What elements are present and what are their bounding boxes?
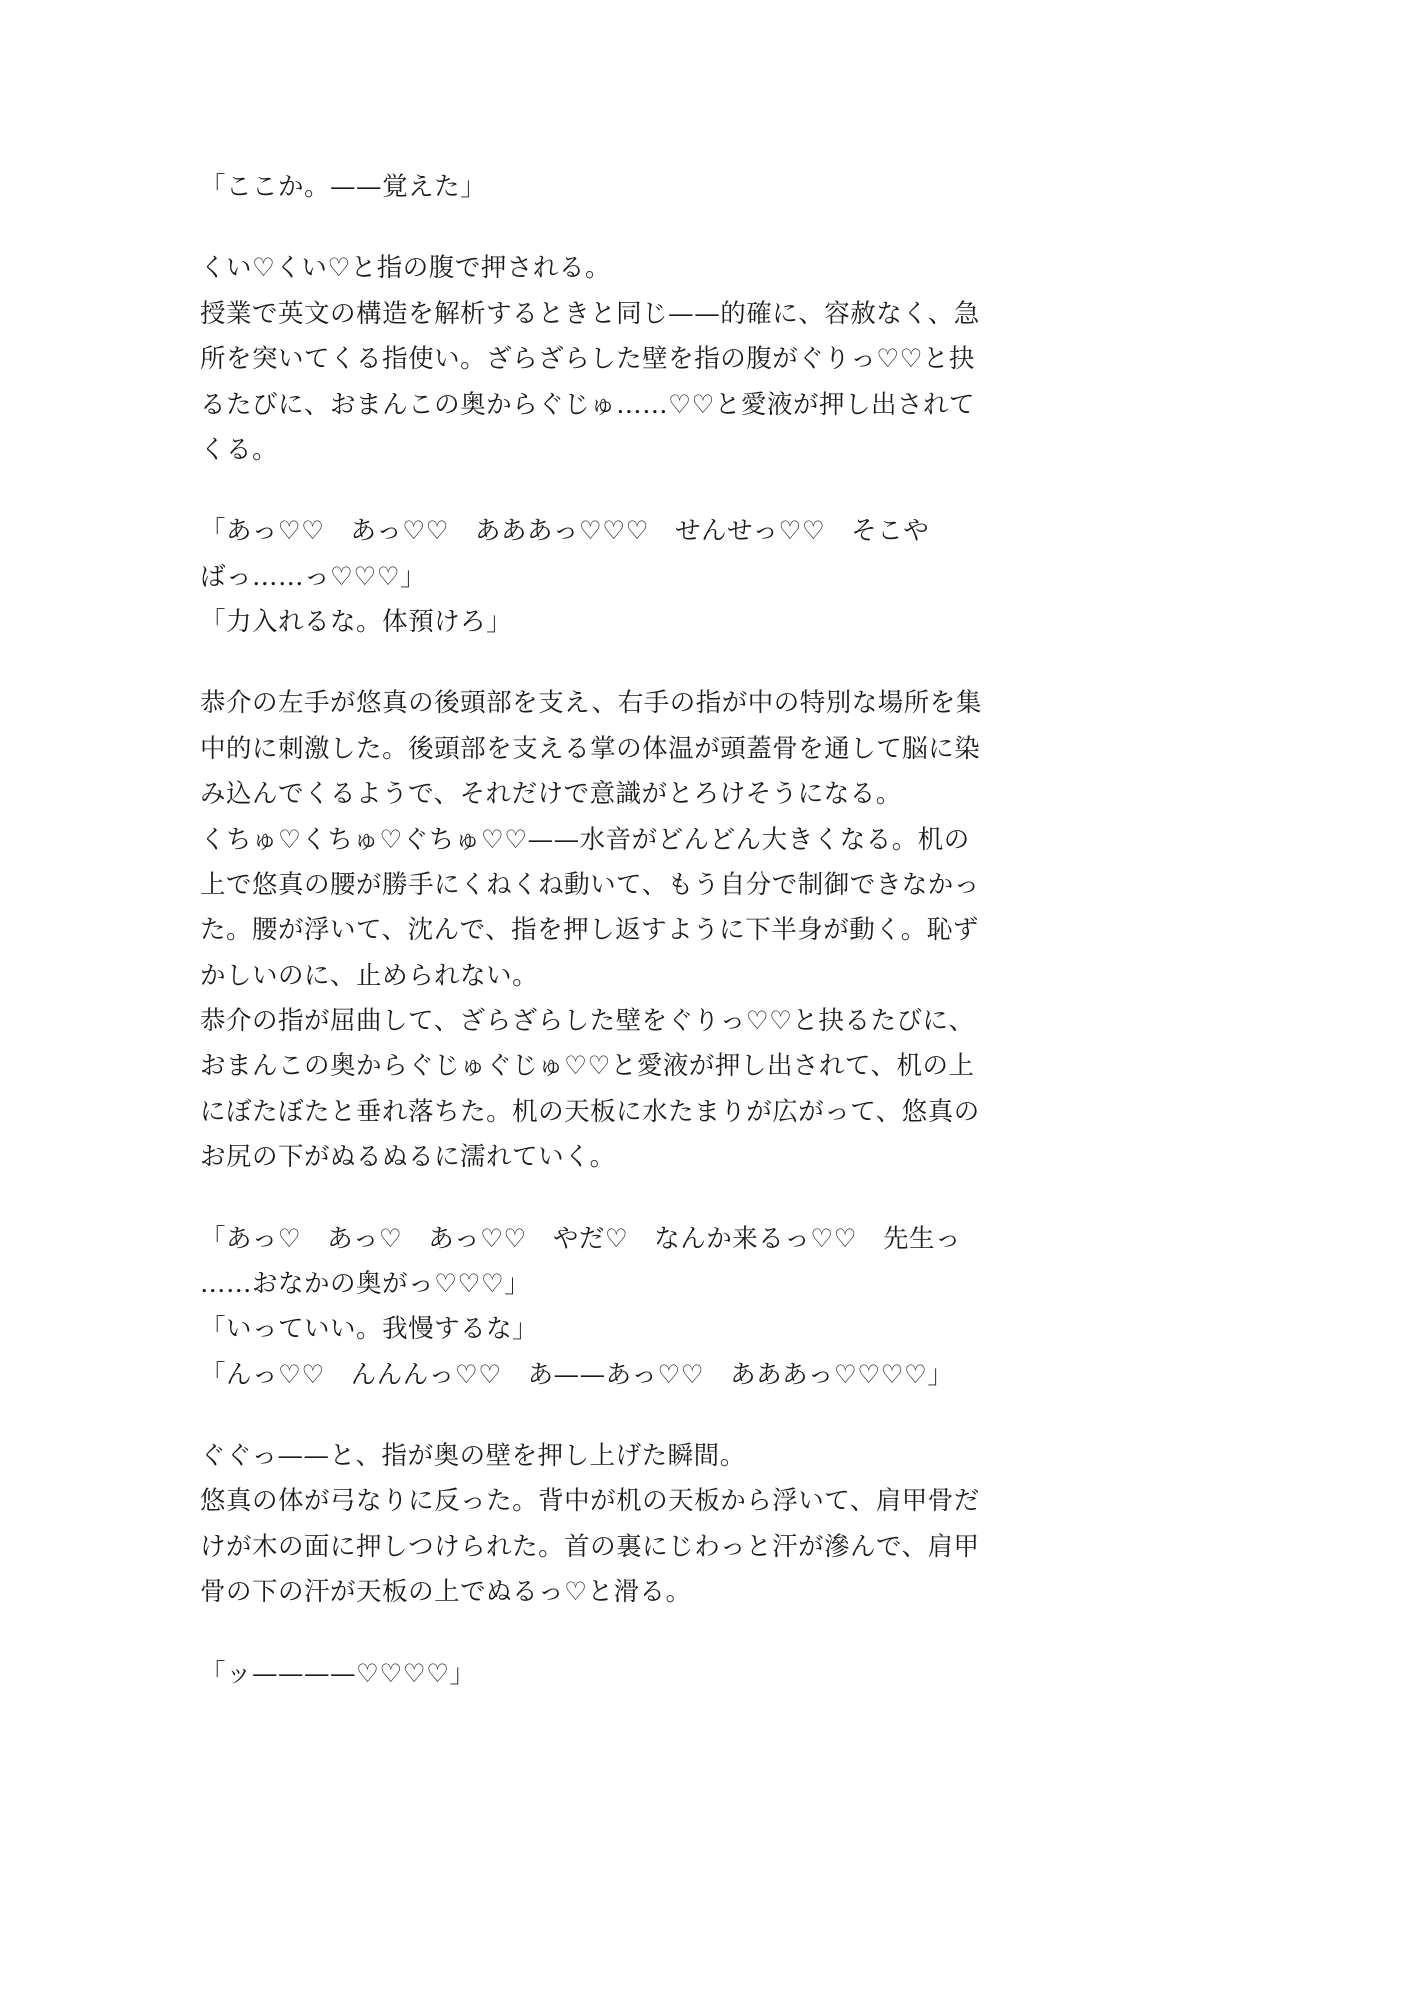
text-block — [200, 165, 1240, 210]
text-line: 「んっ♡♡ んんんっ♡♡ あ——あっ♡♡ あああっ♡♡♡♡」 — [200, 1359, 954, 1390]
text-block — [200, 509, 1240, 645]
text-line: くちゅ♡くちゅ♡ぐちゅ♡♡——水音がどんどん大きくなる。机の — [200, 824, 970, 855]
text-line: くる。 — [200, 434, 279, 465]
text-line: 悠真の体が弓なりに反った。背中が机の天板から浮いて、肩甲骨だ — [200, 1486, 980, 1517]
text-block — [200, 1434, 1240, 1616]
document-body — [200, 165, 1240, 1697]
text-line: にぼたぼたと垂れ落ちた。机の天板に水たまりが広がって、悠真の — [200, 1096, 980, 1127]
text-line: 上で悠真の腰が勝手にくねくね動いて、もう自分で制御できなかっ — [200, 869, 980, 900]
text-block — [200, 1652, 1240, 1697]
text-line: 「あっ♡ あっ♡ あっ♡♡ やだ♡ なんか来るっ♡♡ 先生っ — [200, 1223, 962, 1254]
text-line: おまんこの奥からぐじゅぐじゅ♡♡と愛液が押し出されて、机の上 — [200, 1051, 975, 1082]
text-line: た。腰が浮いて、沈んで、指を押し返すように下半身が動く。恥ず — [200, 915, 979, 946]
text-line: み込んでくるようで、それだけで意識がとろけそうになる。 — [200, 779, 902, 810]
text-block — [200, 681, 1240, 1180]
text-line: 「あっ♡♡ あっ♡♡ あああっ♡♡♡ せんせっ♡♡ そこや — [200, 516, 930, 547]
text-line: けが木の面に押しつけられた。首の裏にじわっと汗が滲んで、肩甲 — [200, 1531, 980, 1562]
text-line: るたびに、おまんこの奥からぐじゅ……♡♡と愛液が押し出されて — [200, 389, 976, 420]
text-line: 恭介の左手が悠真の後頭部を支え、右手の指が中の特別な場所を集 — [200, 688, 982, 719]
text-line: 所を突いてくる指使い。ざらざらした壁を指の腹がぐりっ♡♡と抉 — [200, 344, 976, 375]
text-line: かしいのに、止められない。 — [200, 960, 539, 991]
text-line: 「力入れるな。体預けろ」 — [200, 607, 513, 637]
text-block — [200, 246, 1240, 473]
text-line: 「いっていい。我慢するな」 — [200, 1314, 539, 1345]
text-line: ばっ……っ♡♡♡」 — [200, 561, 427, 592]
text-line: 「ここか。——覚えた」 — [200, 172, 487, 202]
text-line: お尻の下がぬるぬるに濡れていく。 — [200, 1142, 616, 1173]
text-line: ……おなかの奥がっ♡♡♡」 — [200, 1268, 531, 1299]
text-line: 骨の下の汗が天板の上でぬるっ♡と滑る。 — [200, 1577, 692, 1608]
text-block — [200, 1217, 1240, 1399]
text-line: くい♡くい♡と指の腹で押される。 — [200, 253, 611, 284]
text-line: 授業で英文の構造を解析するときと同じ——的確に、容赦なく、急 — [200, 298, 980, 329]
text-line: 「ッ————♡♡♡♡」 — [200, 1658, 476, 1689]
text-line: ぐぐっ——と、指が奥の壁を押し上げた瞬間。 — [200, 1441, 746, 1471]
text-line: 恭介の指が屈曲して、ざらざらした壁をぐりっ♡♡と抉るたびに、 — [200, 1006, 975, 1036]
text-line: 中的に刺激した。後頭部を支える掌の体温が頭蓋骨を通して脳に染 — [200, 733, 981, 764]
